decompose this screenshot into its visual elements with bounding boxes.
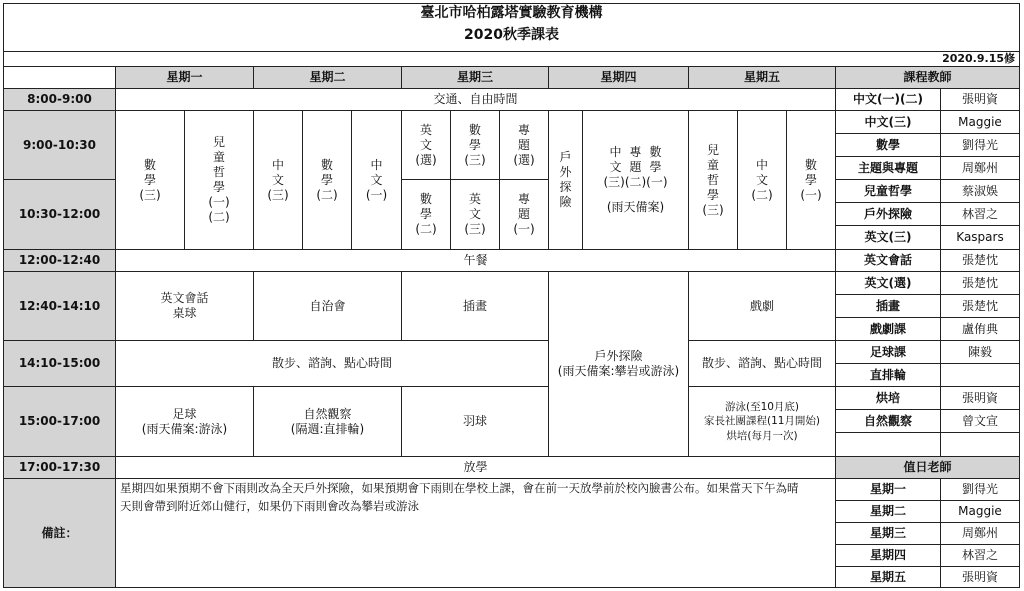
- teacher-name: 劉得光: [940, 133, 1020, 157]
- wed-illustration: 插畫: [401, 271, 549, 341]
- fri-walk-consult-snack: 散步、諮詢、點心時間: [688, 340, 836, 387]
- wed-topic-elective: 專 題 (選): [499, 110, 549, 180]
- fri-drama: 戲劇: [688, 271, 836, 341]
- thu-rain-plan: [582, 110, 689, 250]
- schedule-title: 2020秋季課表: [464, 27, 559, 44]
- teacher-name: 張楚忱: [940, 249, 1020, 272]
- lunch: 午餐: [115, 249, 836, 272]
- wed-badminton: 羽球: [401, 386, 549, 457]
- duty-day: 星期四: [835, 544, 941, 567]
- duty-teacher: 林習之: [940, 544, 1020, 567]
- teacher-course: 自然觀察: [835, 409, 941, 433]
- title-frame: [3, 3, 1020, 52]
- teacher-name: 周鄭州: [940, 156, 1020, 180]
- teacher-course: 足球課: [835, 340, 941, 364]
- teacher-name: 蔡淑娛: [940, 179, 1020, 203]
- tue-student-council: 自治會: [253, 271, 402, 341]
- teacher-name: Kaspars: [940, 225, 1020, 250]
- remarks-label: 備註：: [3, 478, 116, 588]
- day-header-thu: 星期四: [548, 66, 689, 89]
- duty-day: 星期五: [835, 566, 941, 588]
- teacher-course: [835, 432, 941, 457]
- teacher-course: 主題與專題: [835, 156, 941, 180]
- teacher-name: 盧侑典: [940, 317, 1020, 341]
- teacher-course: 烘培: [835, 386, 941, 410]
- tue-chinese-1: 中 文 (一): [351, 110, 402, 250]
- teacher-course: 數學: [835, 133, 941, 157]
- tue-nature-observation: 自然觀察 (隔週:直排輪): [253, 386, 402, 457]
- mon-soccer: 足球 (雨天備案:游泳): [115, 386, 254, 457]
- mon-philosophy: 兒 童 哲 學 (一) (二): [184, 110, 254, 250]
- fri-activities: 游泳(至10月底) 家長社團課程(11月開始) 烘培(每月一次): [688, 386, 836, 457]
- school-title: 臺北市哈柏露塔實驗教育機構: [420, 5, 603, 22]
- thu-col-math: 數 學: [649, 145, 662, 174]
- duty-day: 星期一: [835, 478, 941, 501]
- day-header-wed: 星期三: [401, 66, 549, 89]
- transport-time: 交通、自由時間: [115, 88, 836, 111]
- thu-col-topic: 專 題: [629, 145, 642, 174]
- wed-topic-1: 專 題 (一): [499, 179, 549, 250]
- time-slot: 15:00-17:00: [3, 386, 116, 457]
- day-header-tue: 星期二: [253, 66, 402, 89]
- time-slot: 17:00-17:30: [3, 456, 116, 479]
- wed-english-elective: 英 文 (選): [401, 110, 451, 180]
- teacher-course: 英文(選): [835, 271, 941, 295]
- thu-levels: (三)(二)(一): [603, 175, 668, 189]
- teacher-name: 張楚忱: [940, 271, 1020, 295]
- teacher-name: 曾文宣: [940, 409, 1020, 433]
- fri-philosophy-3: 兒 童 哲 學 (三): [688, 110, 738, 250]
- teacher-course: 中文(三): [835, 110, 941, 134]
- teacher-name: 張明資: [940, 88, 1020, 111]
- teacher-name: 陳毅: [940, 340, 1020, 364]
- day-header-mon: 星期一: [115, 66, 254, 89]
- teacher-name: [940, 363, 1020, 387]
- time-slot: 12:40-14:10: [3, 271, 116, 341]
- duty-header: 值日老師: [835, 456, 1020, 479]
- time-slot: 9:00-10:30: [3, 110, 116, 180]
- thu-subject-columns: [609, 145, 661, 175]
- teacher-course: 兒童哲學: [835, 179, 941, 203]
- wed-english-3: 英 文 (三): [450, 179, 500, 250]
- time-slot: 8:00-9:00: [3, 88, 116, 111]
- duty-teacher: 劉得光: [940, 478, 1020, 501]
- mon-club: 英文會話 桌球: [115, 271, 254, 341]
- teacher-name: 張明資: [940, 386, 1020, 410]
- thu-afternoon-outdoor: 戶外探險 (雨天備案:攀岩或游泳): [548, 271, 689, 457]
- teacher-course: 直排輪: [835, 363, 941, 387]
- time-slot: 14:10-15:00: [3, 340, 116, 387]
- teacher-course: 英文會話: [835, 249, 941, 272]
- duty-day: 星期二: [835, 500, 941, 523]
- teacher-course: 戲劇課: [835, 317, 941, 341]
- mon-math-3: 數 學 (三): [115, 110, 185, 250]
- fri-math-1: 數 學 (一): [786, 110, 836, 250]
- dismissal: 放學: [115, 456, 836, 479]
- time-slot: 10:30-12:00: [3, 179, 116, 250]
- thu-outdoor: 戶 外 探 險: [548, 110, 583, 250]
- duty-teacher: 周鄭州: [940, 522, 1020, 545]
- teacher-name: [940, 432, 1020, 457]
- teacher-name: Maggie: [940, 110, 1020, 134]
- day-header-fri: 星期五: [688, 66, 836, 89]
- thu-col-chinese: 中 文: [609, 145, 622, 174]
- fri-chinese-2: 中 文 (二): [737, 110, 787, 250]
- teacher-header: 課程教師: [835, 66, 1020, 89]
- wed-math-2: 數 學 (二): [401, 179, 451, 250]
- duty-teacher: 張明資: [940, 566, 1020, 588]
- tue-chinese-3: 中 文 (三): [253, 110, 303, 250]
- teacher-course: 插畫: [835, 294, 941, 318]
- time-slot: 12:00-12:40: [3, 249, 116, 272]
- tue-math-2: 數 學 (二): [302, 110, 352, 250]
- teacher-course: 戶外探險: [835, 202, 941, 226]
- remarks-text: 星期四如果預期不會下雨則改為全天戶外探險，如果預期會下雨則在學校上課，會在前一天放學前於校內臉書公布。如果當天下午為晴 天則會帶到附近郊山健行，如果仍下雨則會改為攀岩或游泳: [115, 478, 836, 588]
- corner-cell: [3, 66, 116, 89]
- wed-math-3: 數 學 (三): [450, 110, 500, 180]
- duty-teacher: Maggie: [940, 500, 1020, 523]
- teacher-name: 林習之: [940, 202, 1020, 226]
- walk-consult-snack: 散步、諮詢、點心時間: [115, 340, 549, 387]
- thu-rain-note: (雨天備案): [606, 200, 665, 214]
- duty-day: 星期三: [835, 522, 941, 545]
- teacher-name: 張楚忱: [940, 294, 1020, 318]
- revision-date: 2020.9.15修: [3, 51, 1020, 67]
- teacher-course: 英文(三): [835, 225, 941, 250]
- teacher-course: 中文(一)(二): [835, 88, 941, 111]
